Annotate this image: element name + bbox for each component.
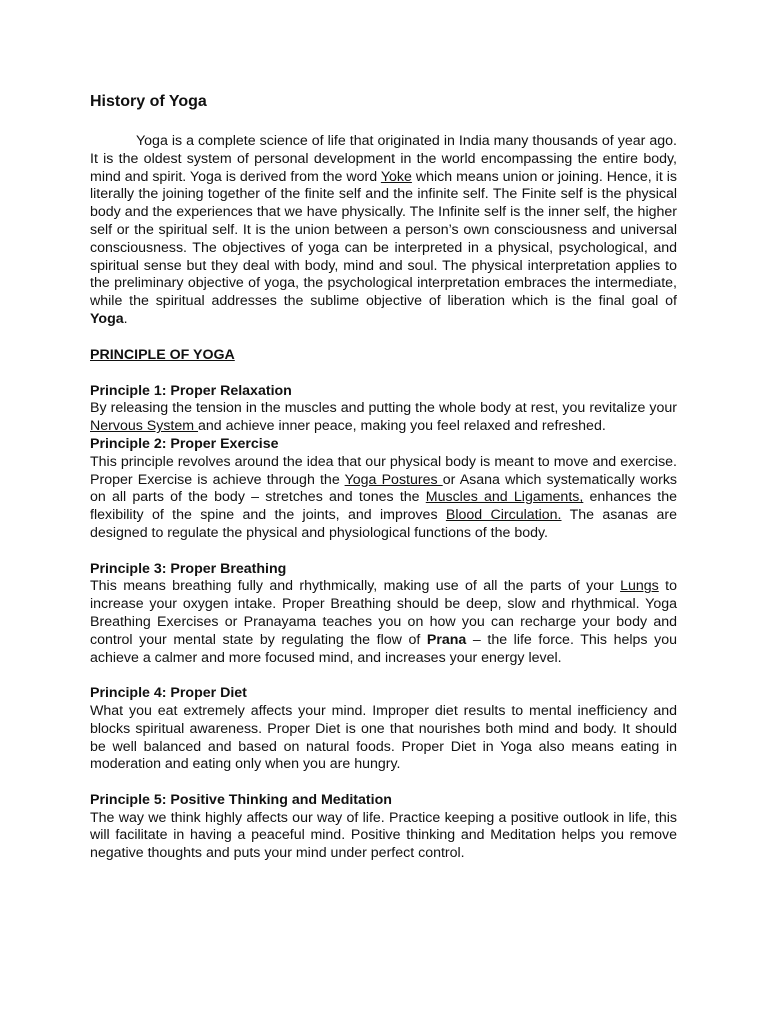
lungs-link[interactable]: Lungs (620, 578, 659, 595)
principle-3-body (90, 578, 677, 667)
spacer (90, 667, 677, 685)
spacer (90, 543, 677, 561)
principle-2-text-2: or Asana which systematically works on all parts of the body – stretches and tones the (90, 471, 678, 506)
intro-text-1: Yoga is a complete science of life that originated in India many thousands of year ago. It is the oldest system of personal development in the world encompassing the entire body, mind and spirit. Yoga is derived from the word (90, 133, 677, 185)
principle-1-heading: Principle 1: Proper Relaxation (90, 382, 292, 399)
yoga-postures-link[interactable]: Yoga Postures (344, 471, 443, 488)
principle-1-text-2: and achieve inner peace, making you feel relaxed and refreshed. (198, 418, 606, 435)
document-page (90, 92, 677, 863)
principle-5-body: The way we think highly affects our way of life. Practice keeping a positive outlook in life, this will facilitate in having a peaceful mind. Positive thinking and Meditation helps you remove negative thoughts and puts your mind under perfect control. (90, 809, 677, 862)
principle-1-body (90, 400, 677, 436)
principle-3-text-2: to increase your oxygen intake. Proper Breathing should be deep, slow and rhythmical. Yoga Breathing Exercises or Pranayama teaches you on how you can recharge your body and control your mental state by regulating the flow of (90, 578, 677, 648)
principle-3-text-1: This means breathing fully and rhythmically, making use of all the parts of your (90, 578, 621, 595)
nervous-system-link[interactable]: Nervous System (90, 418, 199, 435)
intro-bold-yoga: Yoga (90, 310, 124, 327)
principle-4-heading: Principle 4: Proper Diet (90, 685, 247, 702)
principle-2-text-1: This principle revolves around the idea that our physical body is meant to move and exercise. Proper Exercise is achieve through the (90, 453, 677, 488)
section-heading: PRINCIPLE OF YOGA (90, 346, 235, 363)
principle-2-heading: Principle 2: Proper Exercise (90, 435, 279, 452)
principle-5-heading: Principle 5: Positive Thinking and Meditation (90, 791, 392, 808)
blood-circulation-link[interactable]: Blood Circulation. (445, 507, 562, 524)
spacer (90, 774, 677, 792)
prana-bold: Prana (426, 631, 467, 648)
intro-text-3: . (123, 310, 128, 327)
principle-2-body (90, 454, 677, 543)
principle-4-body: What you eat extremely affects your mind. Improper diet results to mental inefficiency and blocks spiritual awareness. Proper Diet is one that nourishes both mind and body. It should be well balanced and based on natural foods. Proper Diet in Yoga also means eating in moderation and eating only when you are hungry. (90, 702, 677, 773)
principle-3-text-3: – the life force. This helps you achieve a calmer and more focused mind, and increases your energy level. (90, 631, 677, 666)
principle-2-text-4: The asanas are designed to regulate the physical and physiological functions of the body. (90, 507, 677, 541)
intro-text-2: which means union or joining. Hence, it is literally the joining together of the finite self and the infinite self. The Finite self is the physical body and the experiences that we have physically. The Infinite self is the inner self, the higher self or the spiritual self. It is the union between a person’s own consciousness and universal consciousness. The objectives of yoga can be interpreted in a physical, psychological, and spiritual sense but they deal with body, mind and soul. The physical interpretation applies to the preliminary objective of yoga, the psychological interpretation embraces the intermediate, while the spiritual addresses the sublime objective of liberation which is the final goal of (90, 168, 677, 310)
page-title: History of Yoga (90, 93, 207, 110)
principle-3-heading: Principle 3: Proper Breathing (90, 560, 287, 577)
principle-1-text-1: By releasing the tension in the muscles and putting the whole body at rest, you revitalize your (90, 400, 677, 417)
principle-2-text-3: enhances the flexibility of the spine and the joints, and improves (90, 489, 677, 524)
intro-paragraph (90, 133, 677, 329)
muscles-ligaments-link[interactable]: Muscles and Ligaments, (425, 489, 584, 506)
yoke-link[interactable]: Yoke (380, 168, 412, 185)
